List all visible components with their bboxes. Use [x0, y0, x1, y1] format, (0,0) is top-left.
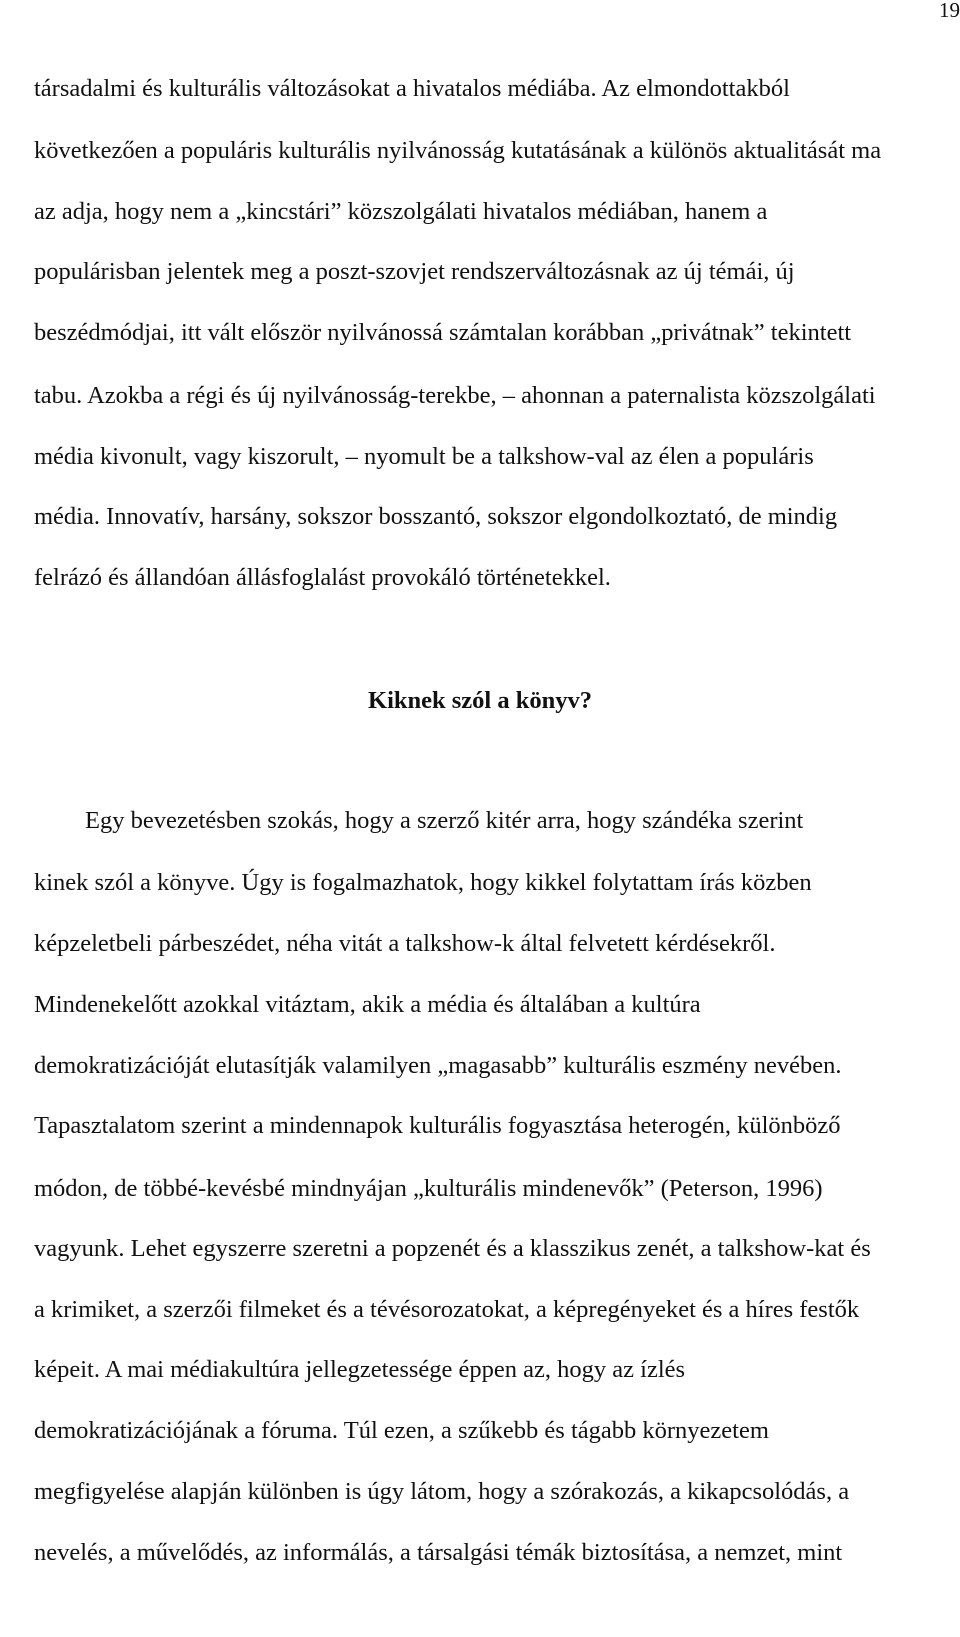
page-number: 19 — [939, 0, 960, 22]
text-line: beszédmódjai, itt vált először nyilvánossá számtalan korábban „privátnak” tekintett — [34, 319, 852, 346]
text-line: vagyunk. Lehet egyszerre szeretni a popzenét és a klasszikus zenét, a talkshow-kat és — [34, 1235, 871, 1262]
text-line: képzeletbeli párbeszédet, néha vitát a talkshow-k által felvetett kérdésekről. — [34, 930, 776, 957]
text-line: társadalmi és kulturális változásokat a hivatalos médiába. Az elmondottakból — [34, 75, 790, 102]
text-line: demokratizációjának a fóruma. Túl ezen, a szűkebb és tágabb környezetem — [34, 1417, 769, 1444]
text-line: demokratizációját elutasítják valamilyen „magasabb” kulturális eszmény nevében. — [34, 1052, 842, 1079]
text-line: felrázó és állandóan állásfoglalást provokáló történetekkel. — [34, 564, 611, 591]
text-line: módon, de többé-kevésbé mindnyájan „kulturális mindenevők” (Peterson, 1996) — [34, 1175, 823, 1202]
section-heading: Kiknek szól a könyv? — [368, 687, 592, 714]
text-line: kinek szól a könyve. Úgy is fogalmazhatok, hogy kikkel folytattam írás közben — [34, 869, 812, 896]
text-line: tabu. Azokba a régi és új nyilvánosság-terekbe, – ahonnan a paternalista közszolgálati — [34, 382, 876, 409]
text-line: az adja, hogy nem a „kincstári” közszolgálati hivatalos médiában, hanem a — [34, 198, 768, 225]
text-line: média kivonult, vagy kiszorult, – nyomult be a talkshow-val az élen a populáris — [34, 443, 814, 470]
text-line: a krimiket, a szerzői filmeket és a tévésorozatokat, a képregényeket és a híres festők — [34, 1296, 860, 1323]
text-line: nevelés, a művelődés, az informálás, a társalgási témák biztosítása, a nemzet, mint — [34, 1539, 843, 1566]
text-line: következően a populáris kulturális nyilvánosság kutatásának a különös aktualitását ma — [34, 137, 882, 164]
text-line: populárisban jelentek meg a poszt-szovjet rendszerváltozásnak az új témái, új — [34, 258, 795, 285]
text-line: Mindenekelőtt azokkal vitáztam, akik a média és általában a kultúra — [34, 991, 701, 1018]
text-line: képeit. A mai médiakultúra jellegzetessége éppen az, hogy az ízlés — [34, 1356, 686, 1383]
text-line: Egy bevezetésben szokás, hogy a szerző kitér arra, hogy szándéka szerint — [85, 807, 804, 834]
text-line: média. Innovatív, harsány, sokszor bosszantó, sokszor elgondolkoztató, de mindig — [34, 503, 838, 530]
text-line: Tapasztalatom szerint a mindennapok kulturális fogyasztása heterogén, különböző — [34, 1112, 841, 1139]
text-line: megfigyelése alapján különben is úgy látom, hogy a szórakozás, a kikapcsolódás, a — [34, 1478, 850, 1505]
